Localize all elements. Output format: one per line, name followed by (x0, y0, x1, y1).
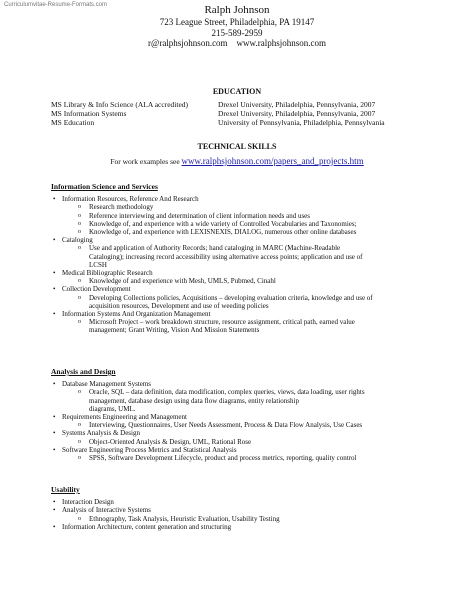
sub-bullet-continuation: Cataloging); increasing record accessibility using alternative access points; application and use of (89, 252, 363, 261)
contact-line: r@ralphsjohnson.com www.ralphsjohnson.com (148, 38, 326, 48)
bullet-item: • Information Architecture, content generation and structuring (51, 523, 441, 531)
bullet-item: • Systems Analysis & Design (51, 429, 441, 437)
watermark: Curriculumvitae-Resume-Formats.com (4, 2, 108, 8)
bullet-item: • Cataloging (51, 236, 441, 244)
sub-bullet-item: o Object-Oriented Analysis & Design, UML, Rational Rose (51, 438, 441, 446)
usability-title: Usability (51, 485, 80, 494)
usability-lines (51, 498, 441, 531)
work-examples-line (0, 156, 474, 166)
sub-bullet-continuation: diagrams, UML. (89, 404, 136, 413)
bullet-item: • Analysis of Interactive Systems (51, 506, 441, 514)
sub-bullet-item: o Developing Collections policies, Acquisitions – developing evaluation criteria, knowledge and use of (51, 294, 441, 302)
degree: MS Information Systems (51, 109, 127, 118)
sub-bullet-item: o Reference interviewing and determination of client information needs and uses (51, 212, 441, 220)
education-row (51, 118, 431, 127)
sub-bullet-item: o Microsoft Project – work breakdown structure, resource assignment, critical path, earned value (51, 318, 441, 326)
school: Drexel University, Philadelphia, Pennsylvania, 2007 (218, 109, 376, 118)
education-row (51, 100, 431, 109)
bullet-item: • Information Resources, Reference And Research (51, 195, 441, 203)
sub-bullet-item: o Oracle, SQL – data definition, data modification, complex queries, views, data loading, user rights (51, 388, 441, 396)
technical-skills-title: TECHNICAL SKILLS (197, 142, 277, 151)
bullet-item: • Software Engineering Process Metrics and Statistical Analysis (51, 446, 441, 454)
bullet-item: • Collection Development (51, 285, 441, 293)
bullet-item: • Information Systems And Organization Management (51, 310, 441, 318)
sub-bullet-continuation: LCSH (89, 260, 107, 269)
education-title: EDUCATION (212, 87, 262, 96)
candidate-name: Ralph Johnson (204, 4, 270, 16)
education-row (51, 109, 431, 118)
sub-bullet-item: o Use and application of Authority Records; hand cataloging in MARC (Machine-Readable (51, 244, 441, 252)
analysis-section (51, 368, 441, 462)
address: 723 League Street, Philadelphia, PA 19147 (159, 17, 315, 27)
sub-bullet-item: o Knowledge of and experience with Mesh, UMLS, Pubmed, Cinahl (51, 277, 441, 285)
bullet-item: • Requirements Engineering and Management (51, 413, 441, 421)
education-list (51, 100, 431, 127)
sub-bullet-item: o SPSS, Software Development Lifecycle, product and process metrics, reporting, quality control (51, 454, 441, 462)
analysis-lines (51, 380, 441, 462)
degree: MS Education (51, 118, 95, 127)
sub-bullet-continuation: acquisition resources, Development and use of weeding policies (89, 301, 269, 310)
sub-bullet-item: o Knowledge of, and experience with LEXISNEXIS, DIALOG, numerous other online databases (51, 228, 441, 236)
degree: MS Library & Info Science (ALA accredited) (51, 100, 189, 109)
sub-bullet-item: o Ethnography, Task Analysis, Heuristic Evaluation, Usability Testing (51, 515, 441, 523)
sub-bullet-item: o Knowledge of, and experience with a wide variety of Controlled Vocabularies and Taxonomies; (51, 220, 441, 228)
resume-header (0, 4, 474, 49)
bullet-item: • Database Management Systems (51, 380, 441, 388)
school: University of Pennsylvania, Philadelphia, Pennsylvania (218, 118, 385, 127)
sub-bullet-item: o Interviewing, Questionnaires, User Needs Assessment, Process & Data Flow Analysis, Use Cases (51, 421, 441, 429)
info-science-title: Information Science and Services (51, 182, 158, 191)
work-examples-link[interactable]: www.ralphsjohnson.com/papers_and_projects.htm (181, 156, 364, 166)
bullet-item: • Medical Bibliographic Research (51, 269, 441, 277)
bullet-item: • Interaction Design (51, 498, 441, 506)
sub-bullet-item: o Research methodology (51, 203, 441, 211)
usability-section (51, 486, 441, 531)
info-science-section (51, 183, 441, 335)
phone: 215-589-2959 (211, 27, 263, 38)
sub-bullet-continuation: management; Grant Writing, Vision And Mission Statements (89, 326, 260, 335)
analysis-title: Analysis and Design (51, 367, 116, 376)
sub-bullet-continuation: management, database design using data flow diagrams, entity relationship (89, 396, 299, 405)
info-science-lines (51, 195, 441, 334)
work-prefix: For work examples see (110, 157, 182, 166)
school: Drexel University, Philadelphia, Pennsylvania, 2007 (218, 100, 376, 109)
